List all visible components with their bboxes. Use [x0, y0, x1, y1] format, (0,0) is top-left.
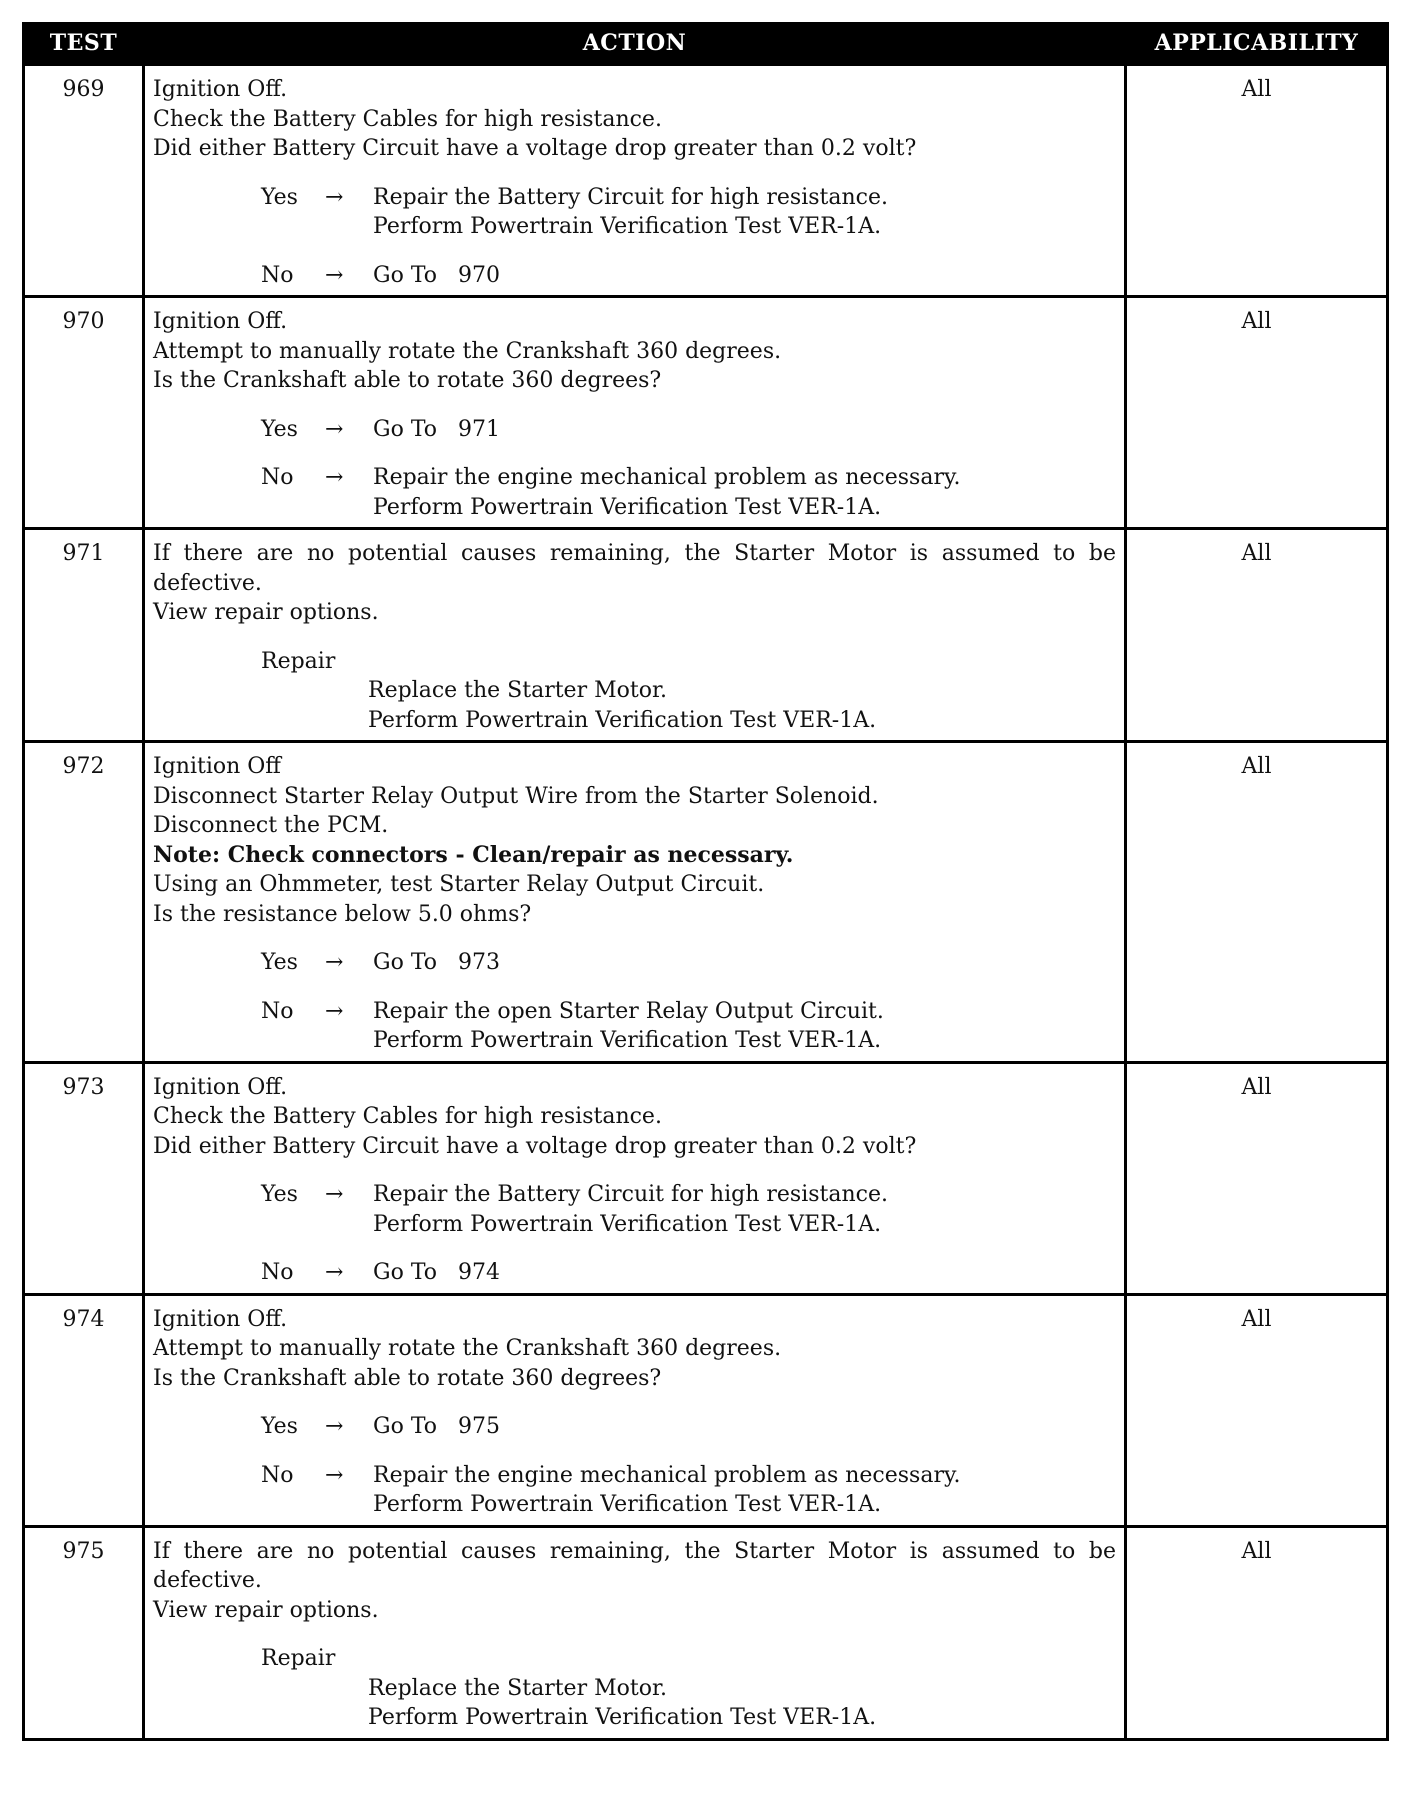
instruction-line: Is the resistance below 5.0 ohms?	[153, 901, 532, 927]
arrow-right-icon: →	[325, 998, 344, 1024]
no-result	[373, 463, 1116, 522]
instruction-line: If there are no potential causes remaining, the Starter Motor is assumed to be defective.	[153, 541, 1116, 596]
test-number: 970	[24, 297, 144, 529]
yes-label: Yes	[261, 1182, 298, 1207]
yes-option	[153, 183, 1116, 242]
test-number: 971	[24, 529, 144, 742]
no-label: No	[261, 1260, 294, 1285]
no-result	[373, 261, 1116, 291]
result-line: Repair the Battery Circuit for high resistance.	[373, 184, 888, 210]
applicability-value: All	[1126, 297, 1388, 529]
instruction-line: Check the Battery Cables for high resistance.	[153, 106, 662, 132]
repair-step: Replace the Starter Motor.	[368, 678, 668, 703]
table-row	[24, 1062, 1388, 1294]
no-option	[153, 261, 1116, 291]
no-option	[153, 997, 1116, 1056]
instruction-line: View repair options.	[153, 600, 379, 625]
no-option	[153, 463, 1116, 522]
applicability-value: All	[1126, 1062, 1388, 1294]
result-line: Perform Powertrain Verification Test VER-1A.	[373, 1492, 882, 1517]
test-number: 969	[24, 65, 144, 297]
test-number: 973	[24, 1062, 144, 1294]
result-line: Go To 974	[373, 1260, 500, 1285]
yes-option	[153, 415, 1116, 445]
repair-step: Perform Powertrain Verification Test VER-1A.	[368, 707, 877, 733]
no-label: No	[261, 1462, 294, 1488]
applicability-value: All	[1126, 1294, 1388, 1526]
instruction-line: Ignition Off	[153, 754, 281, 779]
table-body	[24, 65, 1388, 1740]
note-text: Note: Check connectors - Clean/repair as necessary.	[153, 841, 794, 868]
instruction-line: Using an Ohmmeter, test Starter Relay Output Circuit.	[153, 872, 765, 897]
instruction-line: View repair options.	[153, 1597, 379, 1623]
no-option	[153, 1258, 1116, 1288]
action-cell	[144, 742, 1126, 1063]
test-number: 974	[24, 1294, 144, 1526]
instruction-line: Ignition Off.	[153, 1306, 288, 1332]
yes-result	[373, 415, 1116, 445]
instruction-line: Disconnect the PCM.	[153, 813, 389, 838]
instruction-line: Ignition Off.	[153, 1074, 288, 1100]
table-row	[24, 742, 1388, 1063]
instruction-line: If there are no potential causes remaining, the Starter Motor is assumed to be defective.	[153, 1538, 1116, 1593]
applicability-value: All	[1126, 529, 1388, 742]
instruction-line: Attempt to manually rotate the Crankshaft 360 degrees.	[153, 338, 782, 364]
no-label: No	[261, 465, 294, 490]
table-row	[24, 1526, 1388, 1739]
instruction-line: Check the Battery Cables for high resistance.	[153, 1104, 662, 1129]
repair-step: Replace the Starter Motor.	[368, 1675, 668, 1701]
yes-result	[373, 948, 1116, 978]
no-result	[373, 1461, 1116, 1520]
table-row	[24, 65, 1388, 297]
header-test: TEST	[24, 24, 144, 65]
yes-label: Yes	[261, 950, 298, 975]
yes-option	[153, 1180, 1116, 1239]
no-label: No	[261, 262, 294, 288]
result-line: Perform Powertrain Verification Test VER-1A.	[373, 1028, 882, 1053]
no-result	[373, 997, 1116, 1056]
header-action: ACTION	[144, 24, 1126, 65]
instruction-line: Ignition Off.	[153, 309, 288, 334]
header-applicability: APPLICABILITY	[1126, 24, 1388, 65]
table-row	[24, 529, 1388, 742]
test-number: 975	[24, 1526, 144, 1739]
action-cell	[144, 1294, 1126, 1526]
result-line: Perform Powertrain Verification Test VER-1A.	[373, 1211, 882, 1237]
yes-label: Yes	[261, 184, 298, 210]
yes-result	[373, 183, 1116, 242]
instruction-line: Disconnect Starter Relay Output Wire from the Starter Solenoid.	[153, 783, 879, 809]
result-line: Go To 970	[373, 262, 500, 288]
applicability-value: All	[1126, 742, 1388, 1063]
arrow-right-icon: →	[325, 416, 344, 442]
result-line: Repair the Battery Circuit for high resistance.	[373, 1182, 888, 1207]
yes-option	[153, 1412, 1116, 1442]
instruction-line: Is the Crankshaft able to rotate 360 degrees?	[153, 1365, 662, 1391]
result-line: Go To 973	[373, 950, 500, 975]
repair-label: Repair	[261, 648, 336, 674]
action-cell	[144, 1526, 1126, 1739]
applicability-value: All	[1126, 65, 1388, 297]
result-line: Go To 975	[373, 1414, 500, 1439]
instruction-line: Attempt to manually rotate the Crankshaft 360 degrees.	[153, 1336, 782, 1361]
result-line: Repair the open Starter Relay Output Circuit.	[373, 998, 884, 1024]
action-cell	[144, 529, 1126, 742]
diagnostic-test-table	[22, 22, 1389, 1741]
table-row	[24, 1294, 1388, 1526]
arrow-right-icon: →	[325, 1414, 344, 1439]
action-cell	[144, 297, 1126, 529]
result-line: Repair the engine mechanical problem as necessary.	[373, 465, 961, 490]
arrow-right-icon: →	[325, 262, 344, 288]
applicability-value: All	[1126, 1526, 1388, 1739]
instruction-line: Is the Crankshaft able to rotate 360 degrees?	[153, 368, 662, 393]
repair-step: Perform Powertrain Verification Test VER-1A.	[368, 1705, 877, 1730]
result-line: Repair the engine mechanical problem as necessary.	[373, 1462, 961, 1488]
arrow-right-icon: →	[325, 465, 344, 490]
repair-label: Repair	[261, 1646, 336, 1671]
yes-label: Yes	[261, 1414, 298, 1439]
arrow-right-icon: →	[325, 1260, 344, 1285]
arrow-right-icon: →	[325, 1462, 344, 1488]
no-option	[153, 1461, 1116, 1520]
instruction-line: Did either Battery Circuit have a voltage drop greater than 0.2 volt?	[153, 136, 917, 161]
instruction-line: Ignition Off.	[153, 77, 288, 102]
action-cell	[144, 1062, 1126, 1294]
arrow-right-icon: →	[325, 1182, 344, 1207]
table-row	[24, 297, 1388, 529]
action-cell	[144, 65, 1126, 297]
result-line: Perform Powertrain Verification Test VER-1A.	[373, 214, 882, 239]
no-result	[373, 1258, 1116, 1288]
arrow-right-icon: →	[325, 950, 344, 975]
header-row	[24, 24, 1388, 65]
yes-result	[373, 1412, 1116, 1442]
yes-label: Yes	[261, 416, 298, 442]
arrow-right-icon: →	[325, 184, 344, 210]
yes-option	[153, 948, 1116, 978]
result-line: Perform Powertrain Verification Test VER-1A.	[373, 494, 882, 520]
result-line: Go To 971	[373, 416, 500, 442]
test-number: 972	[24, 742, 144, 1063]
yes-result	[373, 1180, 1116, 1239]
no-label: No	[261, 998, 294, 1024]
instruction-line: Did either Battery Circuit have a voltage drop greater than 0.2 volt?	[153, 1133, 917, 1159]
